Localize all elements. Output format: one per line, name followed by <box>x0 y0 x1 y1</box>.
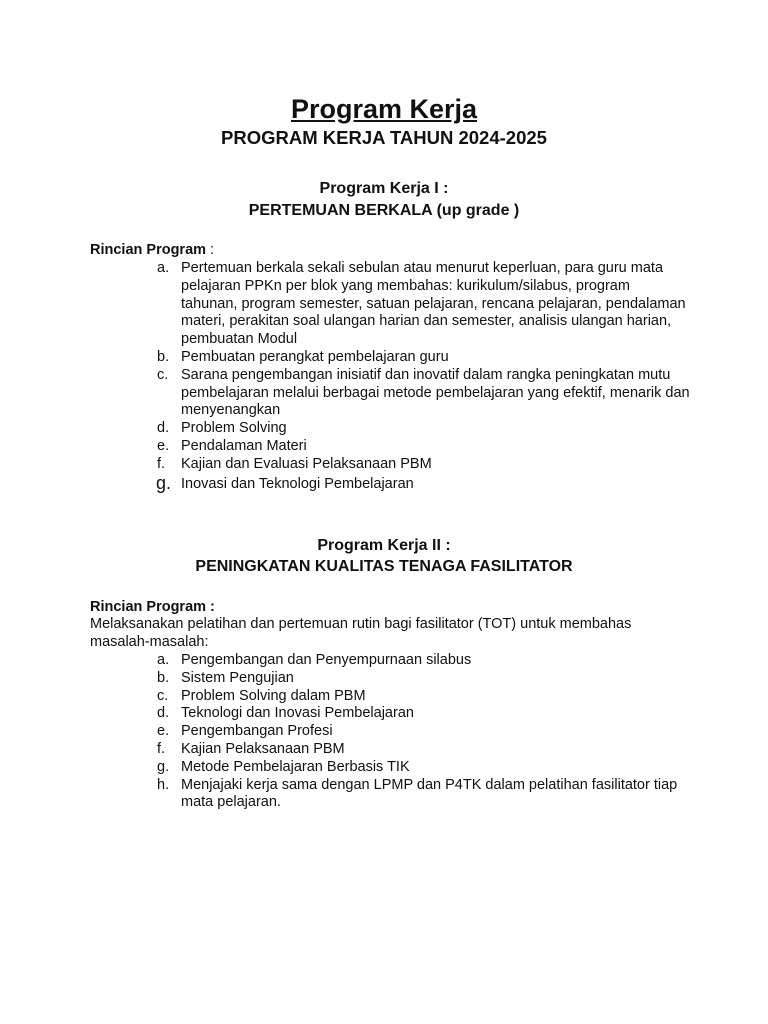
list-item-text: Problem Solving <box>181 420 287 437</box>
list-item-text: Inovasi dan Teknologi Pembelajaran <box>181 475 414 492</box>
program1-list-item <box>150 367 690 420</box>
program2-list-item <box>150 777 690 813</box>
list-item-text: Teknologi dan Inovasi Pembelajaran <box>181 705 414 722</box>
list-item-marker: g. <box>156 472 172 493</box>
program2-name: PENINGKATAN KUALITAS TENAGA FASILITATOR <box>195 558 573 575</box>
program1-rincian <box>90 241 214 259</box>
program1-list-item <box>150 420 690 438</box>
program2-rincian-label: Rincian Program : <box>90 599 215 615</box>
program1-name-suffix: (up grade ) <box>432 202 520 219</box>
list-item-text: Pembuatan perangkat pembelajaran guru <box>181 348 449 365</box>
list-item-marker: d. <box>157 420 170 437</box>
program2-list-item <box>150 723 690 741</box>
program2-list-item <box>150 705 690 723</box>
list-item-text: Pertemuan berkala sekali sebulan atau menurut keperluan, para guru mata pelajaran PPKn per blok yang membahas: kurikulum/silabus, program tahunan, program semester, satuan pelajaran, rencana pelajaran, pendalaman materi, perakitan soal ulangan harian dan semester, analisis ulangan harian, pembuatan Modul <box>181 260 686 348</box>
program2-heading: Program Kerja II : <box>317 537 451 554</box>
list-item-marker: b. <box>157 348 170 365</box>
list-item-text: Pengembangan dan Penyempurnaan silabus <box>181 652 472 668</box>
program2-list-item <box>150 741 690 759</box>
list-item-text: Problem Solving dalam PBM <box>181 687 366 704</box>
program1-list-item <box>150 260 690 349</box>
program1-rincian-label: Rincian Program <box>90 242 207 258</box>
list-item-marker: h. <box>157 776 170 793</box>
program1-name-bold: PERTEMUAN BERKALA <box>248 202 433 219</box>
program1-heading: Program Kerja I : <box>319 180 449 197</box>
list-item-text: Kajian Pelaksanaan PBM <box>181 740 345 757</box>
program1-list-item <box>150 349 690 367</box>
program1-rincian-colon: : <box>206 242 215 258</box>
list-item-text: Sarana pengembangan inisiatif dan inovatif dalam rangka peningkatan mutu pembelajaran melalui berbagai metode pembelajaran yang efektif, menarik dan menyenangkan <box>181 366 690 419</box>
list-item-text: Kajian dan Evaluasi Pelaksanaan PBM <box>181 455 432 472</box>
program1-name <box>0 200 768 222</box>
list-item-marker: a. <box>157 652 170 668</box>
list-item-marker: f. <box>157 740 166 757</box>
list-item-marker: b. <box>157 669 170 686</box>
program1-list-item <box>150 472 690 494</box>
program1-list <box>150 260 690 493</box>
document-subtitle: PROGRAM KERJA TAHUN 2024-2025 <box>221 127 547 148</box>
list-item-text: Pendalaman Materi <box>181 437 307 454</box>
list-item-text: Menjajaki kerja sama dengan LPMP dan P4TK dalam pelatihan fasilitator tiap mata pelajaran. <box>181 776 678 811</box>
program2-list-item <box>150 688 690 706</box>
list-item-marker: f. <box>157 455 166 472</box>
list-item-marker: a. <box>157 260 170 276</box>
program2-list <box>150 652 690 812</box>
program2-intro: Melaksanakan pelatihan dan pertemuan rutin bagi fasilitator (TOT) untuk membahas masalah-masalah: <box>90 616 632 650</box>
program1-list-item <box>150 456 690 474</box>
list-item-text: Metode Pembelajaran Berbasis TIK <box>181 758 410 775</box>
program1-list-item <box>150 438 690 456</box>
program2-list-item <box>150 759 690 777</box>
program2-rincian <box>90 598 215 616</box>
list-item-text: Pengembangan Profesi <box>181 723 333 740</box>
program2-list-item <box>150 670 690 688</box>
list-item-marker: d. <box>157 705 170 722</box>
list-item-marker: e. <box>157 723 170 740</box>
list-item-marker: c. <box>157 687 169 704</box>
program2-list-item <box>150 652 690 670</box>
list-item-marker: g. <box>157 758 170 775</box>
list-item-marker: c. <box>157 366 169 383</box>
list-item-marker: e. <box>157 437 170 454</box>
document-title: Program Kerja <box>290 94 478 124</box>
list-item-text: Sistem Pengujian <box>181 669 294 686</box>
